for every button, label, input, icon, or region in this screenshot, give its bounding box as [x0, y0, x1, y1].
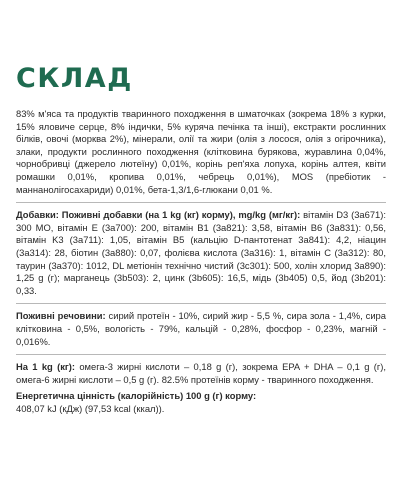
divider	[16, 202, 386, 203]
composition-text: 83% м'яса та продуктів тваринного походження в шматочках (зокрема 18% з курки, 15% яловиче серце, 8% індички, 5% куряча печінка та інші), екстракти рослинних білків, овочі (морква 2%), мінерали, олії та жири (олія з лосося, олія з огірочника), злаки, продукти рослинного походження (клітковина бурякова, журавлина 0,04%, чорнобривці (джерело лютеїну) 0,01%, корінь реп'яха лопуха, корінь алтея, квіти ромашки 0,01%, кропива 0,01%, чебрець 0,01%), MOS (пребіотик - маннанолігосахариди) 0,01%, бета-1,3/1,6-глюкани 0,01 %.	[16, 108, 386, 195]
additives-text: вітамін D3 (3a671): 300 МО, вітамін E (3a700): 200, вітамін B1 (3a821): 3,58, вітамін B6 (3a831): 0,56, вітамін K3 (3a711): 1,05, вітамін B5 (кальцію D-пантотенат 3a841): 4,2, ніацин (3a314): 28, біотин (3a880): 0,07, фолієва кислота (3a316): 1, вітамін C (3a312): 80, таурин (3a370): 1012, DL метіонін технічно чистий (3c301): 500, холін хлорид 3a890): 1,25 g (г); марганець (3b503): 2, цинк (3b605): 16,5, мідь (3b405) 0,5, йод (3b201): 0,33.	[16, 209, 387, 296]
additives-paragraph	[16, 209, 386, 297]
nutrients-text: сирий протеїн - 10%, сирий жир - 5,5 %, сира зола - 1,4%, сира клітковина - 0,5%, вологість - 79%, кальцій - 0,28%, фосфор - 0,23%, магній - 0,016%.	[16, 310, 386, 347]
additives-label: Добавки: Поживні добавки (на 1 kg (кг) корму), mg/kg (мг/кг):	[16, 209, 301, 221]
per-kg-text: омега-3 жирні кислоти – 0,18 g (г), зокрема EPA + DHA – 0,1 g (г), омега-6 жирні кислоти – 0,5 g (г). 82.5% протеїнів корму - тваринного походження.	[16, 361, 386, 385]
per-kg-paragraph	[16, 361, 386, 386]
page-title: СКЛАД	[16, 63, 133, 94]
nutrients-paragraph	[16, 310, 386, 348]
energy-paragraph	[16, 390, 386, 415]
energy-label: Енергетична цінність (калорійність) 100 g (г) корму:	[16, 390, 257, 402]
nutrients-label: Поживні речовини:	[16, 310, 106, 322]
energy-text: 408,07 kJ (кДж) (97,53 kcal (ккал)).	[16, 402, 165, 414]
divider	[16, 354, 386, 355]
composition-document	[16, 64, 386, 415]
per-kg-label: На 1 kg (кг):	[16, 361, 76, 373]
divider	[16, 303, 386, 304]
